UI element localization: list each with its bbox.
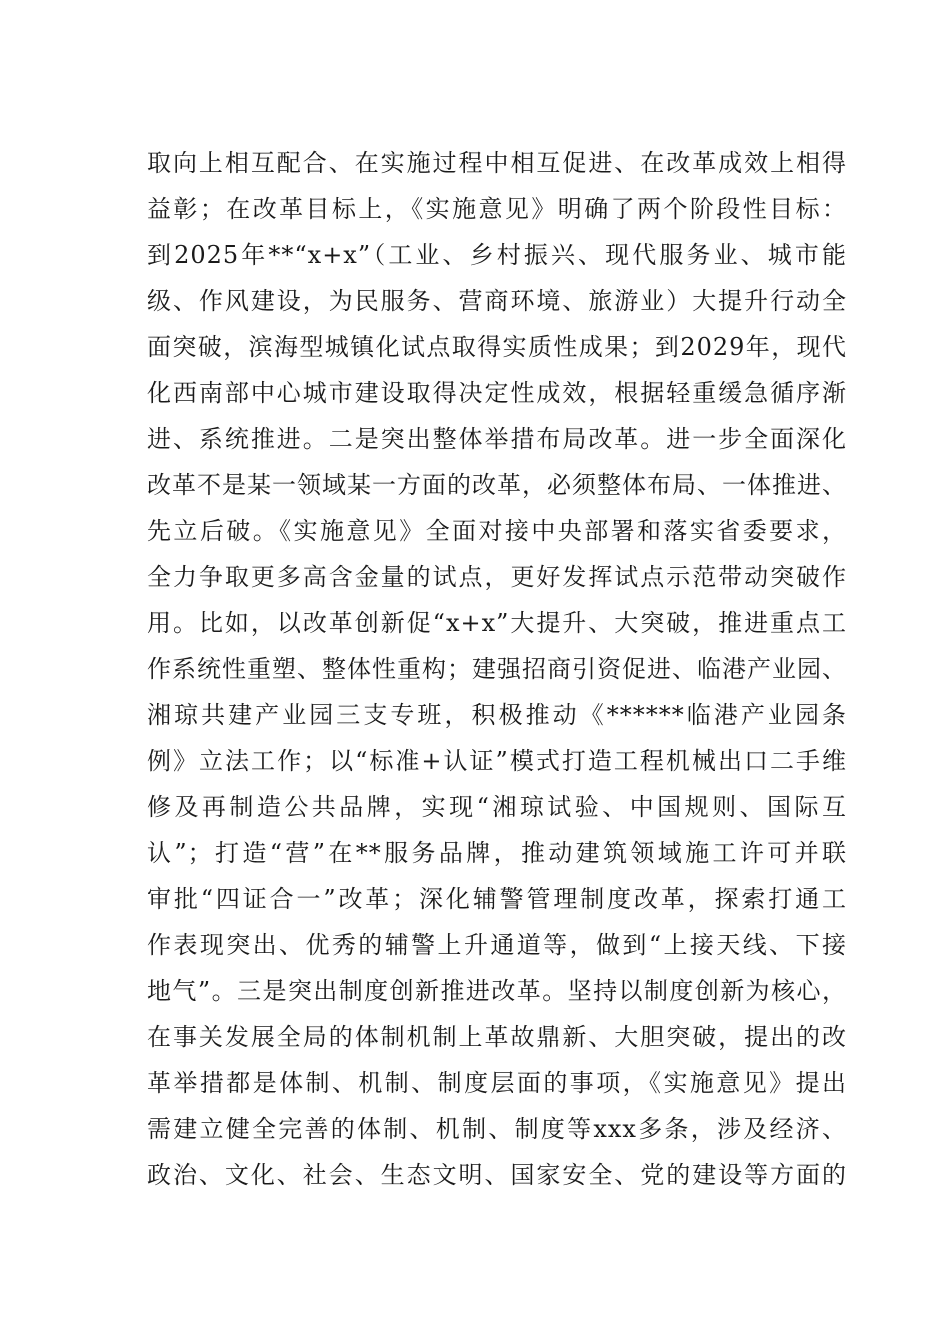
body-text [147, 140, 847, 1198]
text-line-6: 化西南部中心城市建设取得决定性成效，根据轻重缓急循序渐 [147, 379, 847, 407]
text-line-21: 革举措都是体制、机制、制度层面的事项，《实施意见》提出 [147, 1069, 847, 1097]
text-line-15: 修及再制造公共品牌，实现“湘琼试验、中国规则、国际互 [147, 793, 847, 821]
text-line-7: 进、系统推进。二是突出整体举措布局改革。进一步全面深化 [147, 425, 847, 453]
text-line-20: 在事关发展全局的体制机制上革故鼎新、大胆突破，提出的改 [147, 1023, 847, 1051]
text-line-10: 全力争取更多高含金量的试点，更好发挥试点示范带动突破作 [147, 563, 847, 591]
text-line-14: 例》立法工作；以“标准+认证”模式打造工程机械出口二手维 [147, 747, 847, 775]
text-line-11: 用。比如，以改革创新促“x+x”大提升、大突破，推进重点工 [147, 609, 847, 637]
text-line-13: 湘琼共建产业园三支专班，积极推动《******临港产业园条 [147, 701, 847, 729]
text-line-18: 作表现突出、优秀的辅警上升通道等，做到“上接天线、下接 [147, 931, 847, 959]
text-line-5: 面突破，滨海型城镇化试点取得实质性成果；到2029年，现代 [147, 333, 847, 361]
text-line-1: 取向上相互配合、在实施过程中相互促进、在改革成效上相得 [147, 149, 847, 177]
text-line-16: 认”；打造“营”在**服务品牌，推动建筑领域施工许可并联 [147, 839, 847, 867]
text-line-22: 需建立健全完善的体制、机制、制度等xxx多条，涉及经济、 [147, 1115, 847, 1143]
text-line-23: 政治、文化、社会、生态文明、国家安全、党的建设等方面的 [147, 1161, 847, 1189]
text-line-12: 作系统性重塑、整体性重构；建强招商引资促进、临港产业园、 [147, 655, 847, 683]
text-line-19: 地气”。三是突出制度创新推进改革。坚持以制度创新为核心， [147, 977, 847, 1005]
text-line-9: 先立后破。《实施意见》全面对接中央部署和落实省委要求， [147, 517, 847, 545]
text-line-3: 到2025年**“x+x”（工业、乡村振兴、现代服务业、城市能 [147, 241, 847, 269]
text-line-17: 审批“四证合一”改革；深化辅警管理制度改革，探索打通工 [147, 885, 847, 913]
text-line-8: 改革不是某一领域某一方面的改革，必须整体布局、一体推进、 [147, 471, 847, 499]
text-line-4: 级、作风建设，为民服务、营商环境、旅游业）大提升行动全 [147, 287, 847, 315]
text-line-2: 益彰；在改革目标上，《实施意见》明确了两个阶段性目标： [147, 195, 847, 223]
